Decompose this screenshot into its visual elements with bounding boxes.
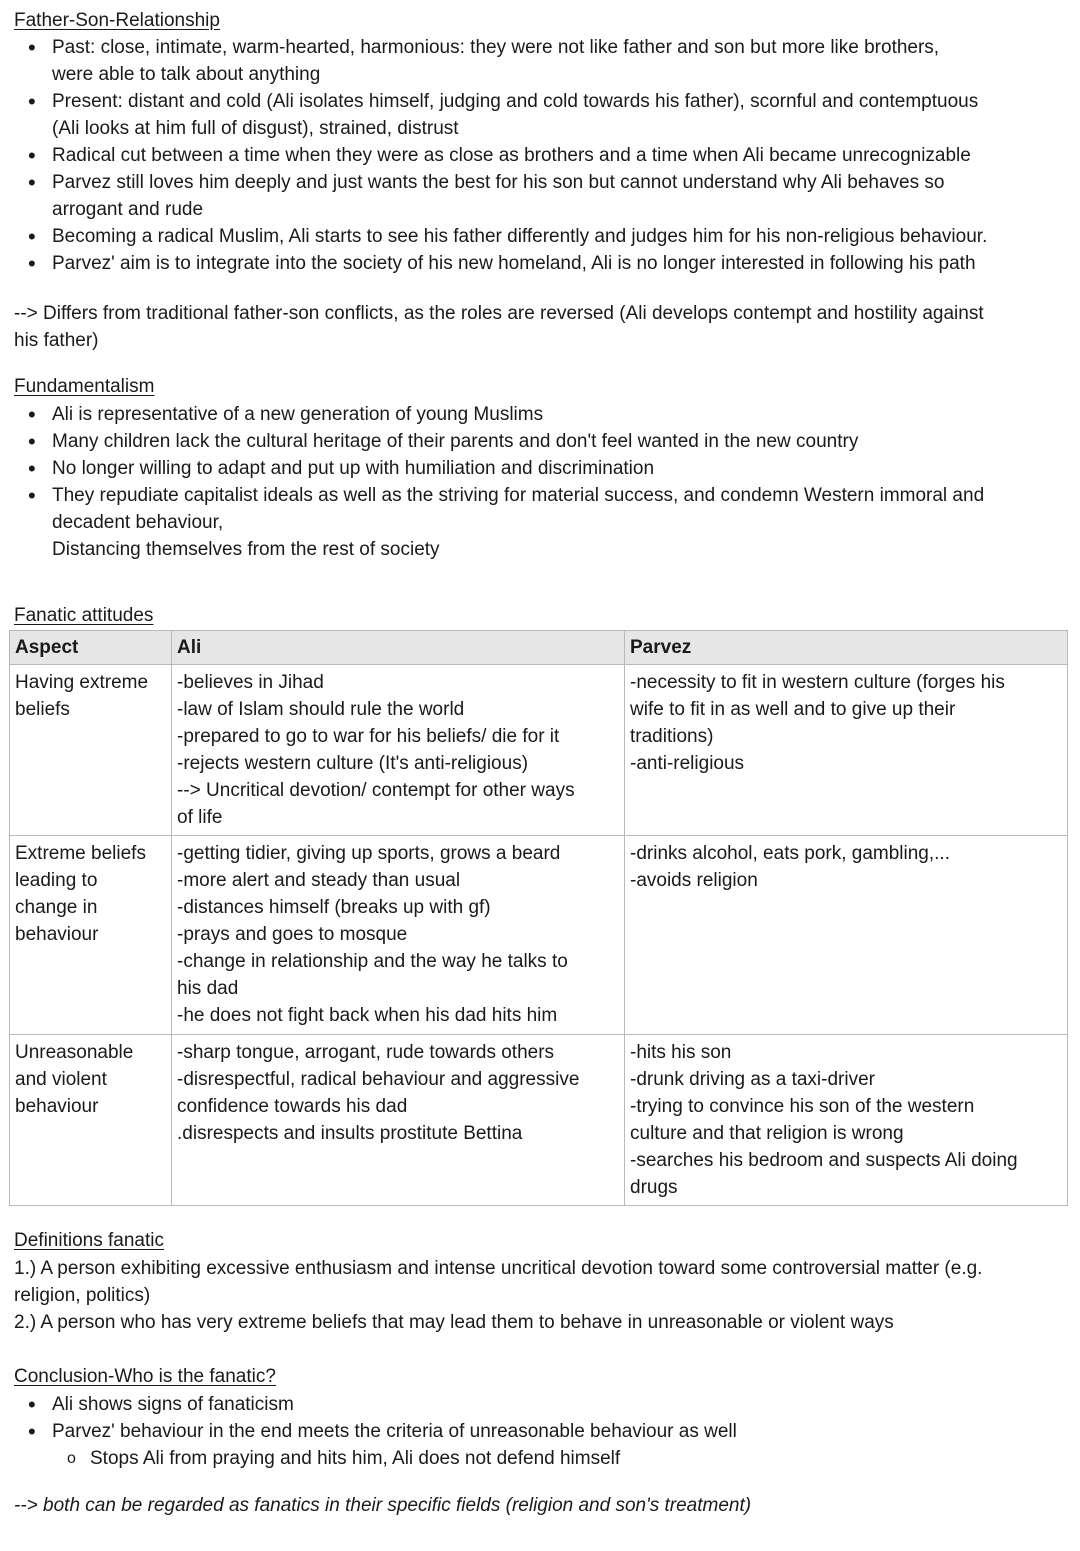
parvez-cell: -necessity to fit in western culture (forges his wife to fit in as well and to give up their traditions) -anti-religious <box>625 665 1068 836</box>
table-header-row <box>10 631 1068 665</box>
ali-cell: -sharp tongue, arrogant, rude towards others -disrespectful, radical behaviour and aggressive confidence towards his dad .disrespects and insults prostitute Bettina <box>172 1035 625 1206</box>
column-header-parvez: Parvez <box>625 631 1068 665</box>
list-item: • Radical cut between a time when they were as close as brothers and a time when Ali became unrecognizable <box>14 142 1076 169</box>
definitions-heading: Definitions fanatic <box>14 1230 164 1251</box>
list-item: • Present: distant and cold (Ali isolates himself, judging and cold towards his father), scornful and contemptuous (Ali looks at him full of disgust), strained, distrust <box>14 88 1076 142</box>
ali-cell: -getting tidier, giving up sports, grows a beard -more alert and steady than usual -distances himself (breaks up with gf) -prays and goes to mosque -change in relationship and the way he talks to his dad -he does not fight back when his dad hits him <box>172 836 625 1035</box>
aspect-cell: Having extreme beliefs <box>10 665 172 836</box>
definitions-text: 1.) A person exhibiting excessive enthusiasm and intense uncritical devotion toward some controversial matter (e.g. religion, politics) 2.) A person who has very extreme beliefs that may lead them to behave in unreasonable or violent ways <box>14 1258 983 1333</box>
aspect-cell: Extreme beliefs leading to change in behaviour <box>10 836 172 1035</box>
column-header-ali: Ali <box>172 631 625 665</box>
sub-list-item: o Stops Ali from praying and hits him, Ali does not defend himself <box>52 1445 1076 1472</box>
list-item: • Parvez' aim is to integrate into the society of his new homeland, Ali is no longer interested in following his path <box>14 250 1076 277</box>
aspect-cell: Unreasonable and violent behaviour <box>10 1035 172 1206</box>
conclusion-bullets <box>14 1391 1076 1472</box>
list-item: • Becoming a radical Muslim, Ali starts to see his father differently and judges him for his non-religious behaviour. <box>14 223 1076 250</box>
relationship-conclusion: --> Differs from traditional father-son conflicts, as the roles are reversed (Ali develops contempt and hostility against his father) <box>14 303 984 351</box>
fanatic-attitudes-table <box>9 630 1068 1206</box>
fundamentalism-bullets <box>14 401 1076 563</box>
fanatic-attitudes-heading: Fanatic attitudes <box>14 605 154 626</box>
fundamentalism-heading: Fundamentalism <box>14 376 155 397</box>
relationship-bullets <box>14 34 1076 277</box>
ali-cell: -believes in Jihad -law of Islam should rule the world -prepared to go to war for his beliefs/ die for it -rejects western culture (It's anti-religious) --> Uncritical devotion/ contempt for other ways of life <box>172 665 625 836</box>
table-row <box>10 836 1068 1035</box>
column-header-aspect: Aspect <box>10 631 172 665</box>
list-item: • Parvez' behaviour in the end meets the criteria of unreasonable behaviour as well o Stops Ali from praying and hits him, Ali does not defend himself <box>14 1418 1076 1472</box>
list-item: • Ali shows signs of fanaticism <box>14 1391 1076 1418</box>
list-item: • Ali is representative of a new generation of young Muslims <box>14 401 1076 428</box>
parvez-cell: -drinks alcohol, eats pork, gambling,... -avoids religion <box>625 836 1068 1035</box>
parvez-cell: -hits his son -drunk driving as a taxi-driver -trying to convince his son of the western culture and that religion is wrong -searches his bedroom and suspects Ali doing drugs <box>625 1035 1068 1206</box>
list-item: • Many children lack the cultural heritage of their parents and don't feel wanted in the new country <box>14 428 1076 455</box>
list-item: • Parvez still loves him deeply and just wants the best for his son but cannot understand why Ali behaves so arrogant and rude <box>14 169 1076 223</box>
list-item: • Past: close, intimate, warm-hearted, harmonious: they were not like father and son but more like brothers, were able to talk about anything <box>14 34 1076 88</box>
final-conclusion: --> both can be regarded as fanatics in their specific fields (religion and son's treatment) <box>14 1495 752 1516</box>
table-row <box>10 1035 1068 1206</box>
table-row <box>10 665 1068 836</box>
conclusion-heading: Conclusion-Who is the fanatic? <box>14 1366 276 1387</box>
sub-bullets <box>52 1445 1076 1472</box>
list-item: • They repudiate capitalist ideals as well as the striving for material success, and condemn Western immoral and decadent behaviour, Distancing themselves from the rest of society <box>14 482 1076 563</box>
relationship-heading: Father-Son-Relationship <box>14 10 220 31</box>
list-item: • No longer willing to adapt and put up with humiliation and discrimination <box>14 455 1076 482</box>
